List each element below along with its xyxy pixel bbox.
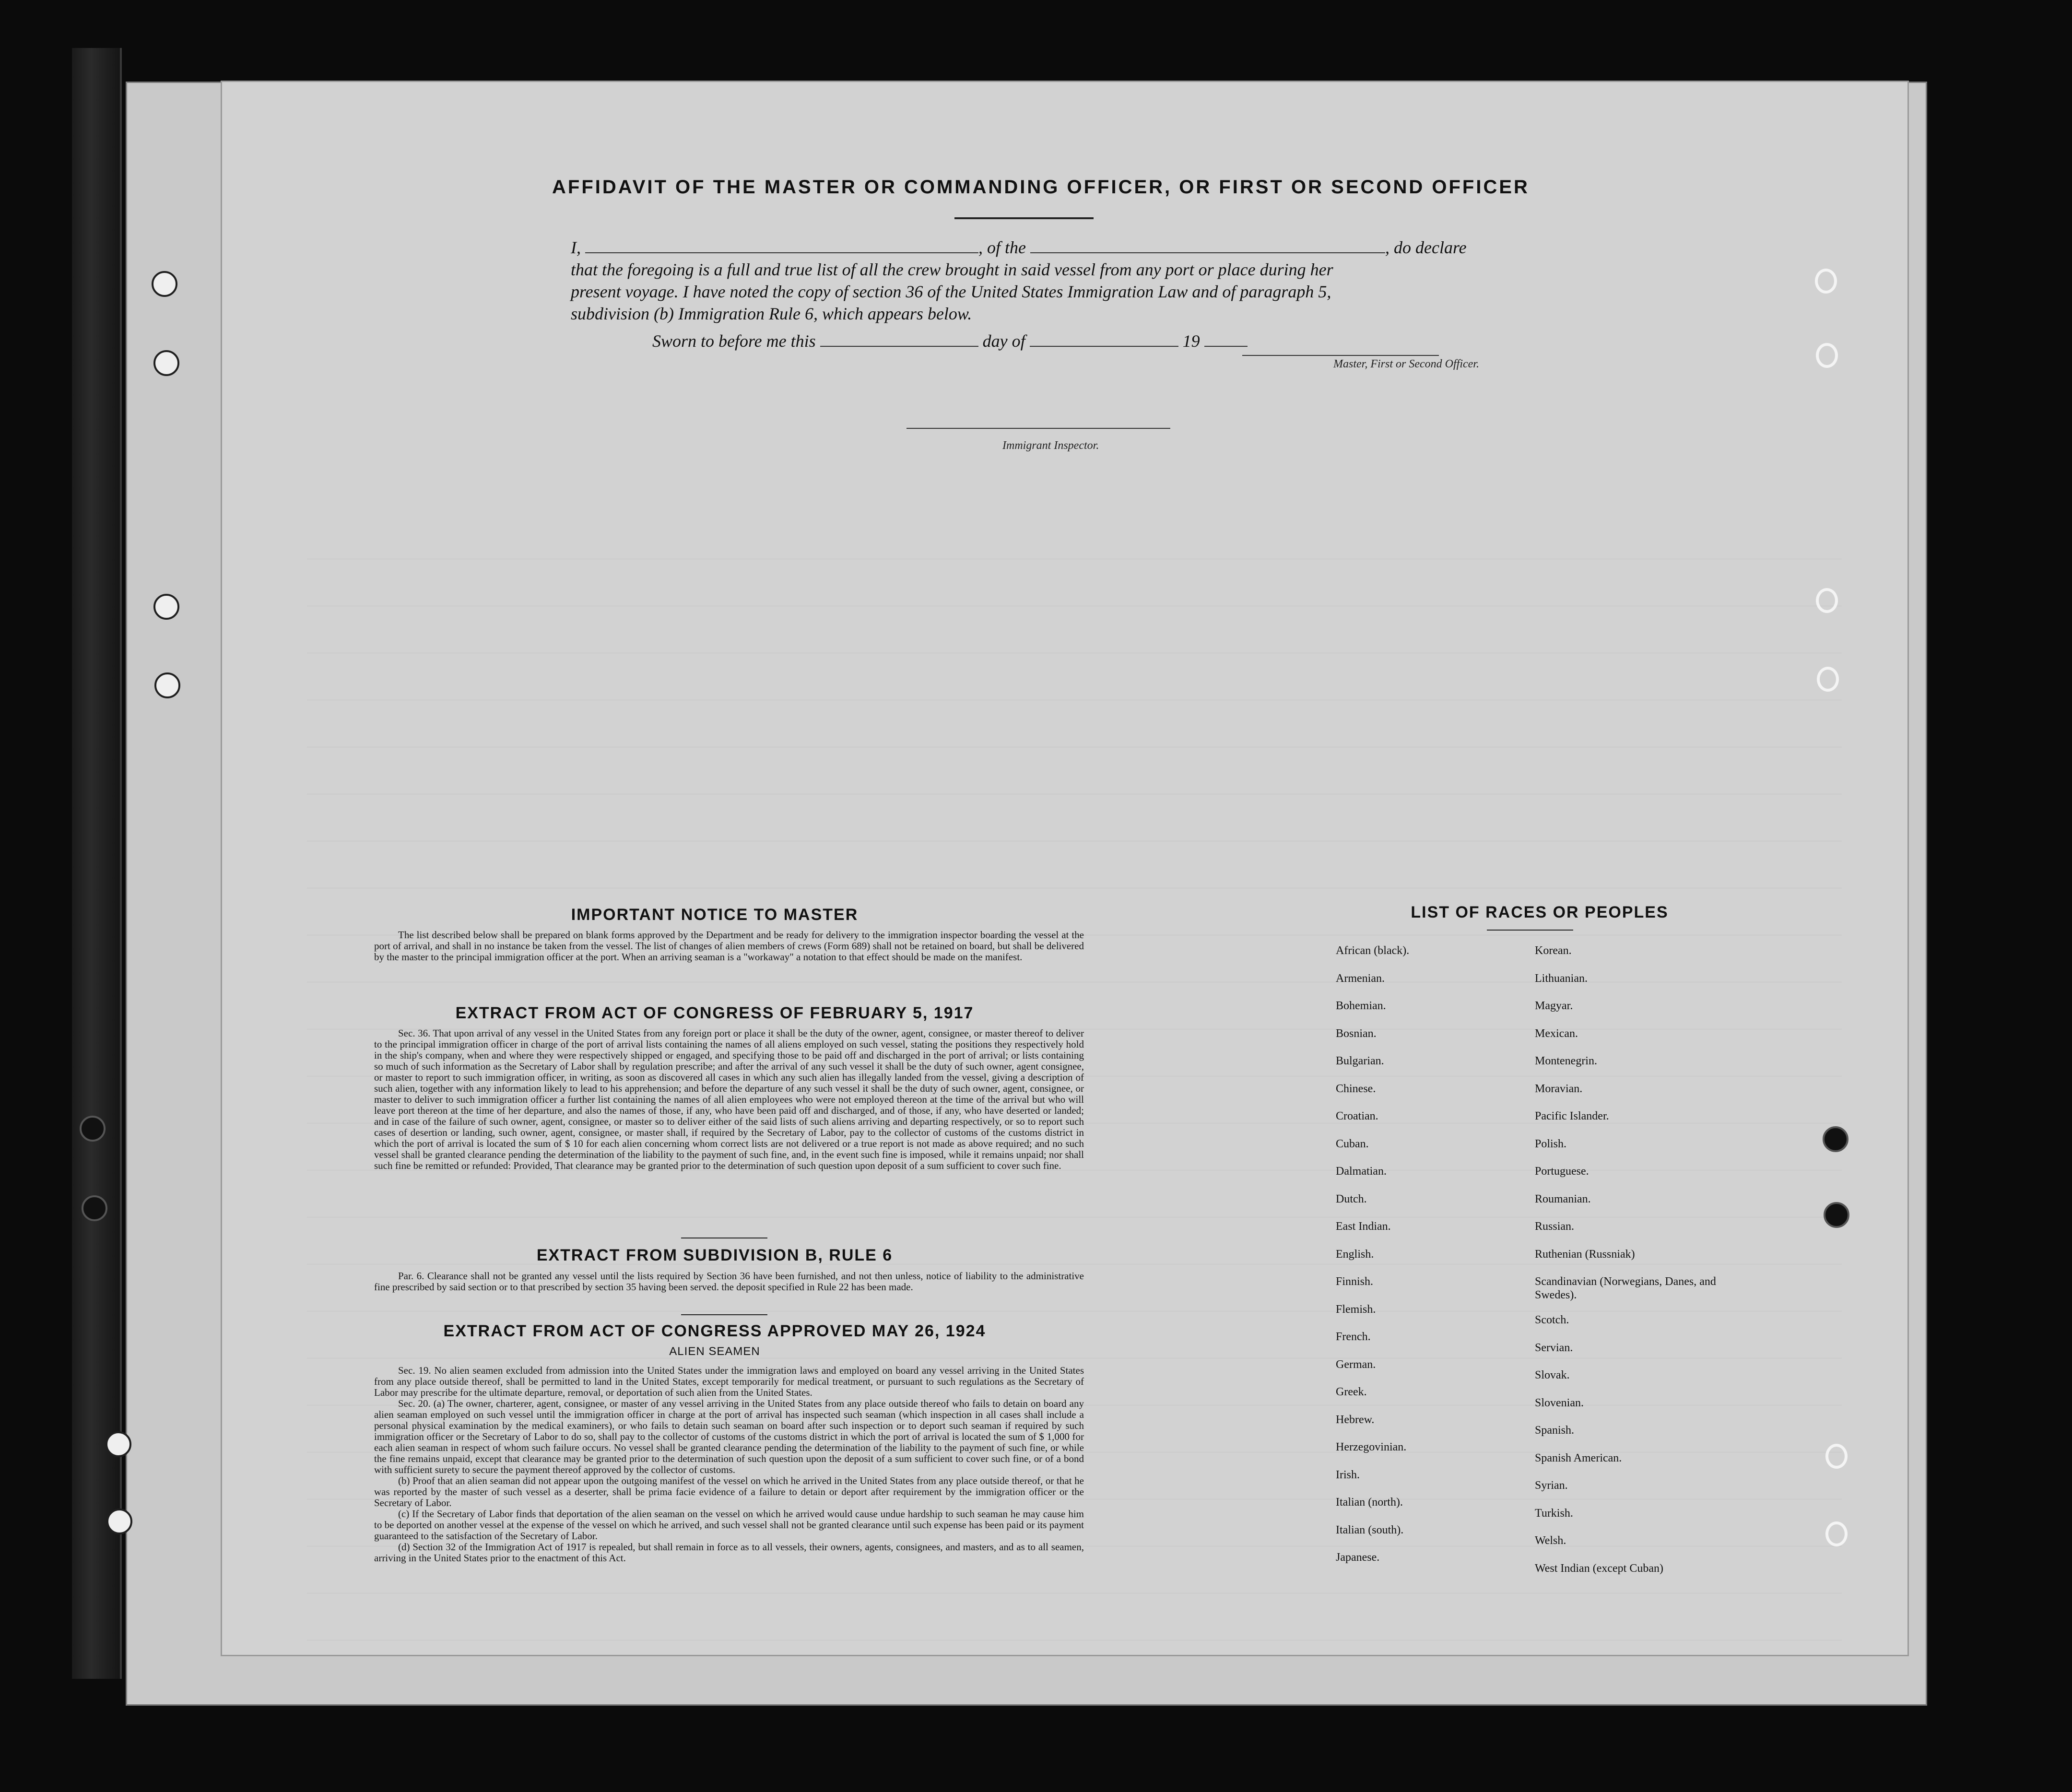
affidavit-line-4: subdivision (b) Immigration Rule 6, which appears below. [571,304,972,323]
sworn-line: Sworn to before me this day of 19 [652,331,1248,351]
race-item: Dutch. [1336,1192,1367,1205]
race-item: Cuban. [1336,1137,1369,1150]
affidavit-text [571,236,1746,325]
punch-hole [152,271,177,297]
sworn-year-blank [1204,346,1248,347]
race-item: Bohemian. [1336,1000,1386,1012]
race-item: Slovenian. [1535,1396,1584,1409]
extract-1924-text: Sec. 19. No alien seamen excluded from admission into the United States under the immigration laws and employed on board any vessel arriving in the United States from any place outside thereof, shall be permitted to land in the United States, except temporarily for medical treatment, or pursuant to such regulations as the Secretary of Labor may prescribe for the ultimate departure, removal, or deportation of such alien from the United States. Sec. 20. (a) The owner, charterer, agent, consignee, or master of any vessel arriving in the United States from any place outside thereof who fails to detain on board any alien seaman employed on such vessel until the immigration officer in charge at the port of arrival has inspected such seaman (which inspection in all cases shall include a personal physical examination by the medical examiners), or who fails to detain such seaman on board after such inspection or to deport such seaman if required by such immigration officer or the Secretary of Labor to do so, shall pay to the collector of customs of the customs district in which the port of arrival is located the sum of $ 1,000 for each alien seaman in respect of whom such failure occurs. No vessel shall be granted clearance pending the determination of the liability to the payment of such fine, or while the fine remains unpaid, except that clearance may be granted prior to the determination of such question upon the deposit of a sum sufficient to cover such fine, or of a bond with sufficient surety to secure the payment thereof approved by the collector of customs. (b) Proof that an alien seaman did not appear upon the outgoing manifest of the vessel on which he arrived in the United States from any place outside thereof, or that he was reported by the master of such vessel as a deserter, shall be prima facie evidence of a failure to detain or deport after requirement by the immigration officer or the Secretary of Labor. (c) If the Secretary of Labor finds that deportation of the alien seaman on the vessel on which he arrived would cause undue hardship to such seaman he may cause him to be deported on another vessel at the expense of the vessel on which he arrived, and such vessel shall not be granted clearance until such expense has been paid or its payment guaranteed to the satisfaction of the Secretary of Labor. (d) Section 32 of the Immigration Act of 1917 is repealed, but shall remain in force as to all vessels, their owners, agents, consignees, and masters, and as to all seamen, arriving in the United States prior to the enactment of this Act. [374,1365,1084,1564]
inspector-signature-line [906,428,1170,429]
race-item: Scandinavian (Norwegians, Danes, and Swedes). [1535,1275,1716,1301]
races-title: LIST OF RACES OR PEOPLES [1411,903,1669,921]
race-item: Chinese. [1336,1082,1376,1095]
name-blank [585,252,978,253]
affidavit-line-2: that the foregoing is a full and true list of all the crew brought in said vessel from any port or place during her [571,260,1333,279]
alien-seamen-subtitle: ALIEN SEAMEN [669,1345,760,1358]
race-item: English. [1336,1248,1374,1261]
race-item: Servian. [1535,1341,1573,1354]
race-item: Syrian. [1535,1479,1568,1492]
punch-hole [82,1195,107,1221]
extract-1924-title: EXTRACT FROM ACT OF CONGRESS APPROVED MAY 26, 1924 [443,1322,986,1340]
race-item: Greek. [1336,1386,1367,1398]
sworn-month-blank [1030,346,1178,347]
affidavit-title: AFFIDAVIT OF THE MASTER OR COMMANDING OFFICER, OR FIRST OR SECOND OFFICER [552,177,1530,198]
punch-hole [106,1509,132,1534]
divider [681,1314,767,1315]
race-item: Portuguese. [1535,1165,1589,1178]
extract-rule6-text: Par. 6. Clearance shall not be granted any vessel until the lists required by Section 36 have been furnished, and not then unless, notice of liability to the administrative fine prescribed by said section or to that prescribed by section 35 having been served. the deposit specified in Rule 22 has been made. [374,1270,1084,1293]
race-item: Finnish. [1336,1275,1374,1288]
race-item: Mexican. [1535,1027,1578,1040]
race-item: Slovak. [1535,1369,1570,1381]
race-item: West Indian (except Cuban) [1535,1562,1663,1575]
race-item: Spanish American. [1535,1451,1622,1464]
binder-ring [1816,343,1838,368]
extract-rule6-title: EXTRACT FROM SUBDIVISION B, RULE 6 [536,1246,893,1264]
race-item: Bosnian. [1336,1027,1377,1040]
binder-ring [1815,269,1837,294]
punch-hole [80,1116,106,1142]
races-title-rule [1487,930,1573,931]
master-signature-line [1242,355,1439,356]
race-item: Welsh. [1535,1534,1566,1547]
race-item: Ruthenian (Russniak) [1535,1248,1635,1261]
race-item: Montenegrin. [1535,1055,1597,1067]
race-item: Hebrew. [1336,1413,1375,1426]
race-item: Korean. [1535,944,1572,957]
document-page [221,81,1909,1656]
race-item: Pacific Islander. [1535,1110,1609,1122]
race-item: Italian (south). [1336,1523,1404,1536]
race-item: African (black). [1336,944,1410,957]
binder-ring [1825,1444,1848,1469]
race-item: Spanish. [1535,1424,1575,1437]
race-item: Roumanian. [1535,1192,1591,1205]
binder-ring [1816,588,1838,613]
race-item: Turkish. [1535,1507,1573,1520]
race-item: Dalmatian. [1336,1165,1387,1178]
race-item: Irish. [1336,1468,1360,1481]
race-item: Italian (north). [1336,1496,1403,1509]
inspector-label: Immigrant Inspector. [1002,439,1099,452]
punch-hole [106,1431,131,1457]
race-item: Polish. [1535,1137,1567,1150]
race-item: German. [1336,1358,1376,1371]
race-item: Lithuanian. [1535,972,1588,985]
notice-title: IMPORTANT NOTICE TO MASTER [571,906,859,924]
punch-hole [1824,1202,1849,1228]
affidavit-line-3: present voyage. I have noted the copy of section 36 of the United States Immigration Law and of paragraph 5, [571,282,1331,301]
notice-text: The list described below shall be prepared on blank forms approved by the Department and be ready for delivery to the immigration inspector boarding the vessel at the port of arrival, and shall in no instance be taken from the vessel. The list of changes of alien members of crews (Form 689) shall not be retained on board, but shall be delivered by the master to the principal immigration officer at the port. When an arriving seaman is a "workaway" a notation to that effect should be made on the manifest. [374,929,1084,963]
race-item: French. [1336,1331,1371,1343]
race-item: East Indian. [1336,1220,1391,1233]
race-item: Flemish. [1336,1303,1376,1316]
binder-ring [1817,667,1839,692]
extract-1917-text: Sec. 36. That upon arrival of any vessel in the United States from any foreign port or place it shall be the duty of the owner, agent, consignee, or master thereof to deliver to the principal immigration officer in charge of the port of arrival lists containing the names of all aliens employed on such vessel, stating the positions they respectively hold in the ship's company, when and where they were respectively shipped or engaged, and specifying those to be paid off and discharged in the port of arrival; or lists containing so much of such information as the Secretary of Labor shall by regulation prescribe; and after the arrival of any such vessel it shall be the duty of such owner, agent consignee, or master to report to such immigration officer, in writing, as soon as discovered all cases in which any such alien has illegally landed from the vessel, giving a description of such alien, together with any information likely to lead to his apprehension; and before the departure of any such vessel it shall be the duty of such owner, agent, consignee, or master to deliver to such immigration officer a further list containing the names of all alien employees who were not employed thereon at the time of the arrival but who will leave port thereon at the time of her departure, and also the names of those, if any, who have been paid off and discharged, and of those, if any, who have deserted or landed; and in case of the failure of such owner, agent, consignee, or master so to deliver either of the said lists of such aliens arriving and departing respectively, or so to report such cases of desertion or landing, such owner, agent, consignee, or master shall, if required by the Secretary of Labor, pay to the collector of customs of the customs district in which the port of arrival is located the sum of $ 10 for each alien concerning whom correct lists are not delivered or a true report is not made as above required; and no such vessel shall be granted clearance pending the determination of the liability to the payment of such fine, and, in the event such fine is imposed, while it remains unpaid; nor shall such fine be remitted or refunded: Provided, That clearance may be granted prior to the determination of such question upon deposit of a sum sufficient to cover such fine. [374,1027,1084,1171]
races-right-column [1535,944,1736,1589]
race-item: Croatian. [1336,1110,1378,1122]
race-item: Russian. [1535,1220,1575,1233]
binder-ring [1825,1521,1848,1546]
extract-1917-title: EXTRACT FROM ACT OF CONGRESS OF FEBRUARY 5, 1917 [455,1004,974,1022]
race-item: Scotch. [1535,1314,1569,1326]
title-rule [954,217,1094,219]
vessel-blank [1030,252,1385,253]
punch-hole [1823,1126,1848,1152]
race-item: Herzegovinian. [1336,1441,1407,1453]
races-left-column [1336,944,1409,1579]
race-item: Japanese. [1336,1551,1380,1564]
sworn-day-blank [820,346,978,347]
punch-hole [154,672,180,698]
affidavit-line-1: I, , of the , do declare [571,238,1467,257]
race-item: Magyar. [1535,1000,1573,1012]
race-item: Bulgarian. [1336,1055,1384,1067]
race-item: Armenian. [1336,972,1385,985]
punch-hole [153,594,179,620]
punch-hole [153,350,179,376]
race-item: Moravian. [1535,1082,1583,1095]
master-label: Master, First or Second Officer. [1333,358,1479,370]
